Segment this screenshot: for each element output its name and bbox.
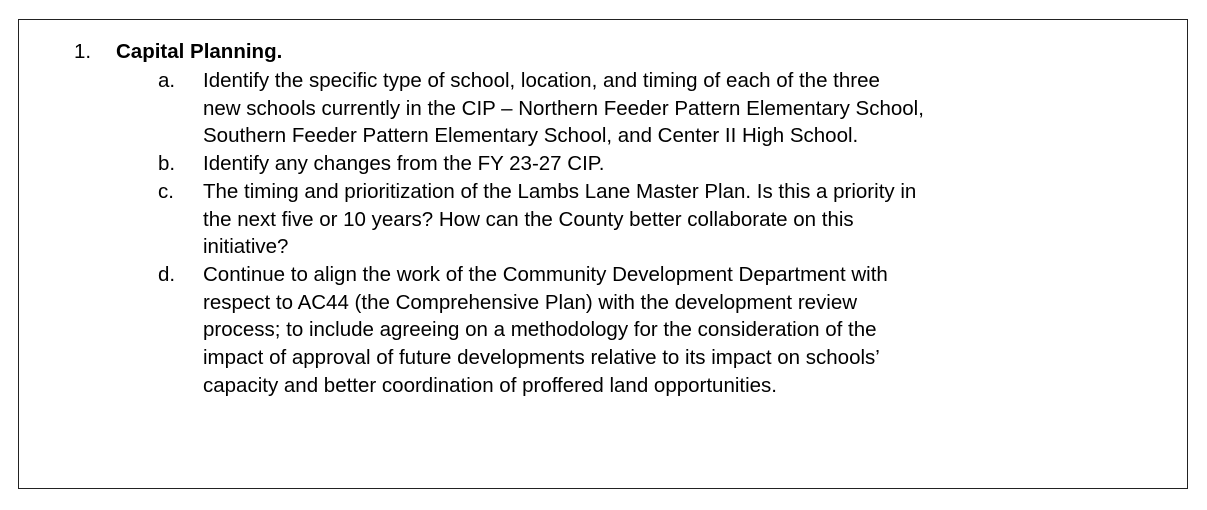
list-item-capital-planning bbox=[74, 37, 282, 67]
subitem-line: Southern Feeder Pattern Elementary School, and Center II High School. bbox=[203, 124, 859, 148]
subitem-line: impact of approval of future developments relative to its impact on schools’ bbox=[203, 346, 880, 370]
subitem-line: Identify the specific type of school, location, and timing of each of the three bbox=[203, 69, 880, 92]
subitem-label: c. bbox=[158, 179, 174, 203]
subitem-c bbox=[158, 178, 1158, 261]
subitem-label: b. bbox=[158, 152, 176, 176]
subitem-text bbox=[203, 67, 1158, 150]
item-title: Capital Planning. bbox=[116, 40, 283, 63]
subitem-line: Continue to align the work of the Community Development Department with bbox=[203, 262, 888, 286]
subitem-text bbox=[203, 178, 1158, 261]
subitem-label: d. bbox=[158, 262, 176, 286]
item-number: 1. bbox=[74, 40, 92, 63]
subitem-b bbox=[158, 150, 1158, 178]
subitem-text bbox=[203, 261, 1158, 400]
subitem-text bbox=[203, 150, 1158, 178]
sublist bbox=[158, 67, 1158, 399]
subitem-line: capacity and better coordination of proffered land opportunities. bbox=[203, 373, 777, 397]
subitem-line: the next five or 10 years? How can the County better collaborate on this bbox=[203, 207, 854, 231]
subitem-label: a. bbox=[158, 69, 176, 92]
subitem-d bbox=[158, 261, 1158, 400]
subitem-line: initiative? bbox=[203, 235, 289, 259]
subitem-line: The timing and prioritization of the Lambs Lane Master Plan. Is this a priority in bbox=[203, 179, 917, 203]
subitem-line: Identify any changes from the FY 23-27 CIP. bbox=[203, 152, 605, 176]
subitem-a bbox=[158, 67, 1158, 150]
subitem-line: respect to AC44 (the Comprehensive Plan) with the development review bbox=[203, 290, 858, 314]
subitem-line: new schools currently in the CIP – Northern Feeder Pattern Elementary School, bbox=[203, 96, 924, 120]
subitem-line: process; to include agreeing on a methodology for the consideration of the bbox=[203, 318, 877, 342]
